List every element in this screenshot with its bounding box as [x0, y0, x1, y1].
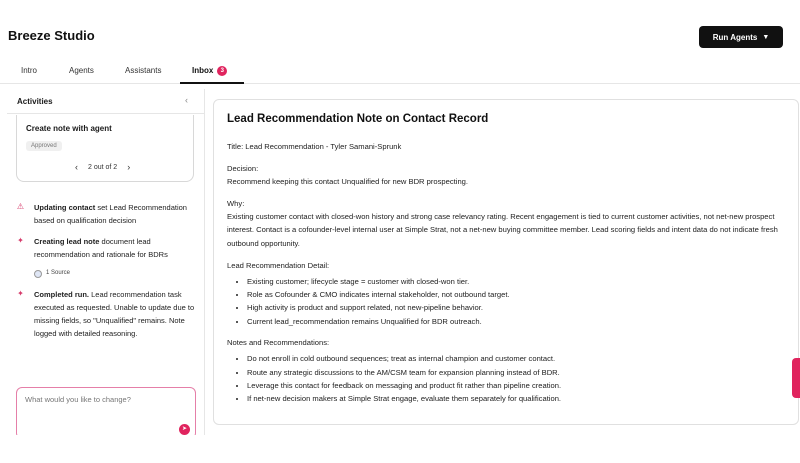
document-heading: Lead Recommendation Note on Contact Record: [227, 113, 489, 125]
list-item: • Role as Cofounder & CMO indicates internal stakeholder, not outbound target.: [247, 288, 787, 301]
sparkle-icon: ✦: [17, 289, 24, 298]
tab-agents[interactable]: Agents: [69, 66, 94, 75]
list-item: • Leverage this contact for feedback on messaging and product fit rather than pipeline creation.: [247, 379, 787, 392]
why-label: Why:: [227, 198, 245, 208]
tab-assistants[interactable]: Assistants: [125, 66, 162, 75]
note-card: [16, 115, 194, 182]
list-item: • Do not enroll in cold outbound sequences; treat as internal champion and customer contact.: [247, 352, 787, 365]
run-agents-label: Run Agents: [712, 32, 758, 42]
chevron-left-icon[interactable]: ‹: [185, 95, 188, 105]
activity-title: Completed run.: [34, 290, 90, 299]
tab-inbox-label: Inbox: [192, 66, 214, 76]
divider: [7, 113, 205, 114]
decision-label: Decision:: [227, 163, 259, 173]
note-card-title: Create note with agent: [26, 124, 112, 133]
decision-section: [227, 162, 787, 189]
list-item: • Existing customer; lifecycle stage = customer with closed-won tier.: [247, 275, 787, 288]
activity-text: Lead recommendation task executed as requested. Unable to update due to missing fields, so "Unqualified" remains. Note logged with detailed reasoning.: [34, 290, 195, 338]
activity-title: Updating contact: [34, 203, 96, 212]
detail-list: [247, 275, 787, 328]
activity-title: Creating lead note: [34, 237, 100, 246]
send-icon[interactable]: ➤: [179, 424, 190, 435]
activity-text: document lead recommendation and rationale for BDRs: [34, 237, 168, 259]
activities-panel: [7, 89, 205, 435]
document-panel: [213, 99, 799, 425]
change-request-input[interactable]: [25, 395, 185, 404]
run-agents-button[interactable]: [699, 26, 783, 48]
source-icon: [34, 270, 42, 278]
document-title-line: Title: Lead Recommendation - Tyler Samani-Sprunk: [227, 142, 402, 151]
activity-item: [16, 235, 196, 280]
document-body: [227, 140, 787, 414]
list-item: • Current lead_recommendation remains Unqualified for BDR outreach.: [247, 315, 787, 328]
chevron-down-icon: ▼: [762, 33, 770, 41]
app-title: Breeze Studio: [8, 28, 95, 43]
notes-list: [247, 352, 787, 405]
side-help-tab[interactable]: [792, 358, 800, 398]
tab-inbox[interactable]: [192, 66, 227, 76]
activity-item: [16, 288, 196, 340]
active-tab-indicator: [180, 82, 244, 84]
pager-label: 2 out of 2: [88, 163, 118, 171]
activities-title: Activities: [17, 97, 53, 106]
list-item: • High activity is product and support related, not new-pipeline behavior.: [247, 301, 787, 314]
tab-intro[interactable]: Intro: [21, 66, 38, 75]
change-request-box: [16, 387, 196, 435]
previous-icon[interactable]: ‹: [75, 162, 78, 172]
sparkle-icon: ✦: [17, 236, 24, 245]
inbox-count-badge: 3: [217, 66, 227, 76]
tab-bar: [0, 60, 800, 84]
decision-text: Recommend keeping this contact Unqualified for new BDR prospecting.: [227, 177, 469, 187]
pager: [75, 162, 130, 172]
source-chip[interactable]: [34, 267, 196, 280]
activity-text: set Lead Recommendation based on qualification decision: [34, 203, 187, 225]
detail-label: Lead Recommendation Detail:: [227, 260, 330, 270]
why-section: [227, 197, 787, 250]
next-icon[interactable]: ›: [127, 162, 131, 172]
list-item: • If net-new decision makers at Simple Strat engage, evaluate them separately for qualification.: [247, 392, 787, 405]
activity-item: [16, 201, 196, 227]
warning-icon: ⚠: [16, 202, 25, 211]
status-badge: Approved: [26, 141, 62, 151]
list-item: • Route any strategic discussions to the AM/CSM team for expansion planning instead of BDR.: [247, 366, 787, 379]
activity-timeline: [16, 201, 196, 348]
notes-label: Notes and Recommendations:: [227, 338, 330, 348]
why-text: Existing customer contact with closed-won history and strong case relevancy rating. Recent engagement is tied to current customer activities, not net-new prospect interest. Contact is a cofounder-level internal user at Simple Strat, not a net-new buying committee member. Lead scoring fields and intent data do not indicate fresh outbound opportunity.: [227, 212, 778, 248]
source-label: 1 Source: [46, 270, 71, 276]
